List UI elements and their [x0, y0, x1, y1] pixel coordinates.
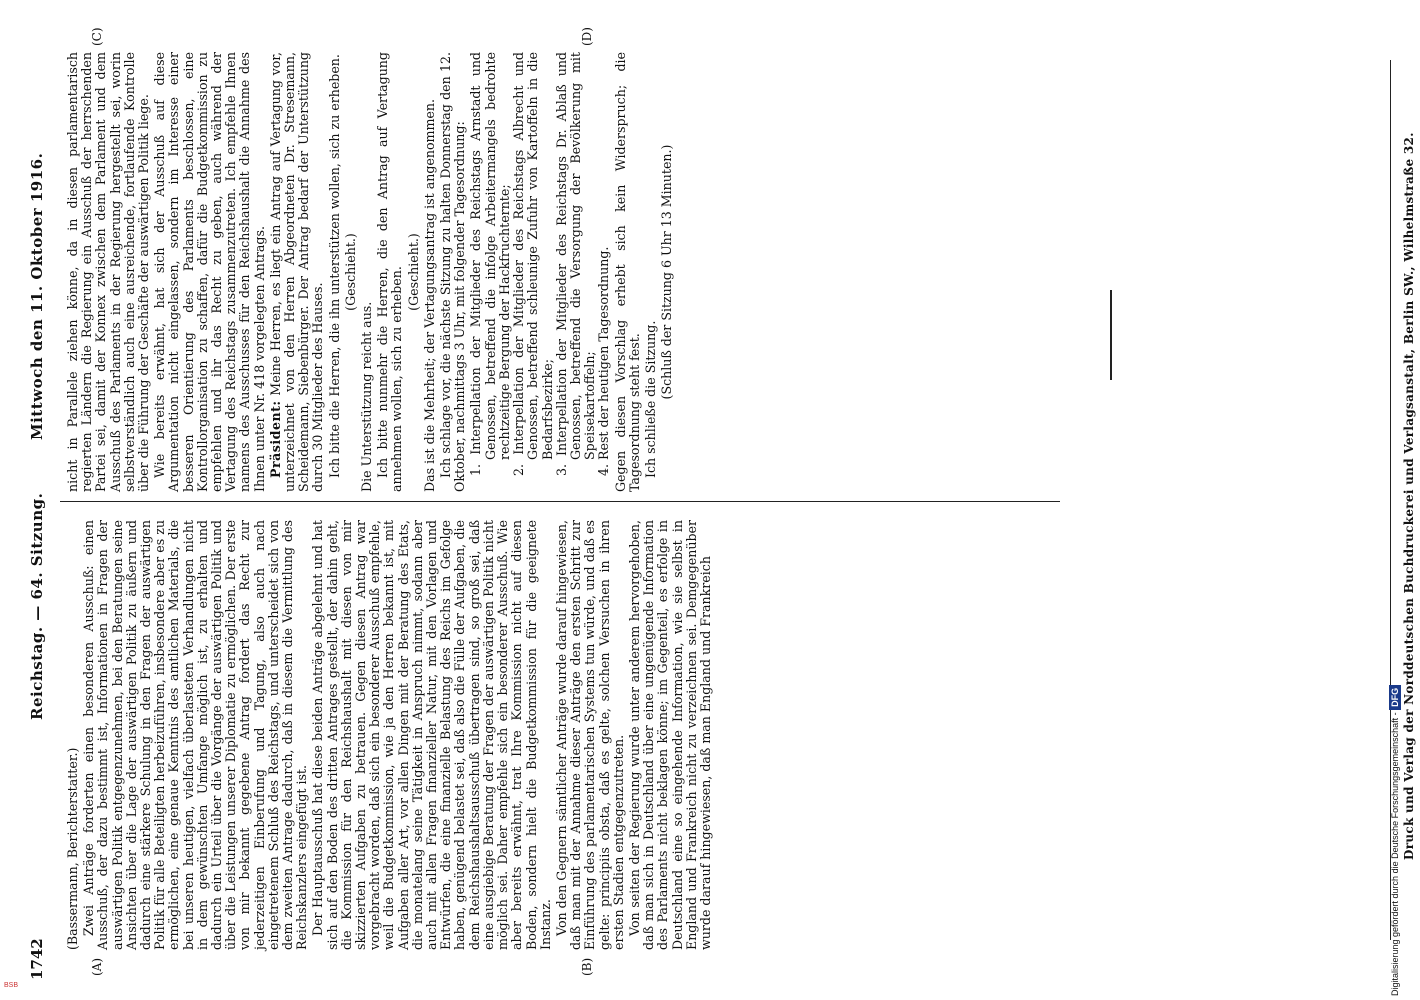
- agenda-item: 1. Interpellation der Mitglieder des Reichstags Arnstadt und Genossen, betreffend die infolge Arbeitermangels bedrohte rechtzeitige Bergung der Hackfruchternte;: [468, 52, 512, 476]
- short-rule: [1110, 290, 1112, 380]
- paragraph: Das ist die Mehrheit; der Vertagungsantrag ist angenommen.: [421, 99, 437, 492]
- paragraph: Von seiten der Regierung wurde unter anderem hervorgehoben, daß man sich in Deutschland über eine ungenügende Information des Parlaments nicht beklagen könne; im Gegenteil, es erfolge in Deutschland eine so eingehende Information, wie sie selbst in England und Frankreich nicht zu verzeichnen sei. Demgegenüber wurde darauf hingewiesen, daß man England und Frankreich: [626, 520, 713, 950]
- agenda-item: 3. Interpellation der Mitglieder des Reichstags Dr. Ablaß und Genossen, betreffend die Versorgung der Bevölkerung mit Speisekartoffeln;: [553, 52, 598, 476]
- column-divider: [60, 501, 1060, 502]
- paragraph: Ich schließe die Sitzung.: [642, 320, 658, 478]
- paragraph: Wie bereits erwähnt, hat sich der Ausschuß auf diese Argumentation nicht eingelassen, sondern im Interesse einer besseren Orientierung des Parlaments beschlossen, eine Kontrollorganisation zu schaffen, dafür die Budgetkommission zu empfehlen und ihr das Recht zu geben, auch während der Vertagung des Reichstags zusammenzutreten. Ich empfehle Ihnen namens des Ausschusses für den Reichshaushalt die Annahme des Ihnen unter Nr. 418 vorgelegten Antrags.: [152, 52, 267, 492]
- paragraph: Von den Gegnern sämtlicher Anträge wurde darauf hingewiesen, daß man mit der Annahme dieser Anträge den ersten Schritt zur Einführung des parlamentarischen Systems tun würde, und daß es gelte: principiis obsta, daß es gelte, solchen Versuchen in ihren ersten Stadien entgegenzutreten.: [553, 520, 626, 950]
- session-end-note: (Schluß der Sitzung 6 Uhr 13 Minuten.): [659, 144, 675, 400]
- running-header: [28, 20, 54, 980]
- stage-direction: (Geschieht.): [405, 233, 421, 311]
- president-text: Meine Herren, es liegt ein Antrag auf Vertagung vor, unterzeichnet von den Herren Abgeordneten Dr. Stresemann, Scheidemann, Siebenbürger. Der Antrag bedarf der Unterstützung durch 30 Mitglieder des Hauses.: [267, 52, 326, 492]
- rotated-document-page: [20, 20, 1420, 980]
- header-title: Reichstag. — 64. Sitzung.: [28, 492, 46, 720]
- paragraph: Ich bitte nunmehr die Herren, die den Antrag auf Vertagung annehmen wollen, sich zu erheben.: [375, 52, 405, 492]
- digitization-text: Digitalisierung gefördert durch die Deutsche Forschungsgemeinschaft -: [1390, 712, 1400, 996]
- printer-imprint: Druck und Verlag der Norddeutschen Buchdruckerei und Verlagsanstalt, Berlin SW., Wilhelmstraße 32.: [1402, 132, 1416, 860]
- dfg-logo: DFG: [1389, 685, 1401, 710]
- agenda-item: 2. Interpellation der Mitglieder des Reichstags Albrecht und Genossen, betreffend schleunige Zufuhr von Kartoffeln in die Bedarfsbezirke;: [511, 52, 555, 476]
- paragraph: Gegen diesen Vorschlag erhebt sich kein Widerspruch; die Tagesordnung steht fest.: [612, 52, 642, 492]
- agenda-item: 4. Rest der heutigen Tagesordnung.: [596, 246, 612, 476]
- speaker-attribution: (Bassermann, Berichterstatter.): [65, 747, 80, 950]
- stage-direction: (Geschieht.): [342, 233, 358, 311]
- paragraph: Der Hauptausschuß hat diese beiden Anträge abgelehnt und hat sich auf den Boden des dritten Antrages gestellt, der dahin geht, die Kommission für den Reichshaushalt mit diesen von mir skizzierten Aufgaben zu betrauen. Gegen diesen Antrag war vorgebracht worden, daß sich ein besonderer Ausschuß empfehle, weil die Budgetkommission, wie ja den Herren bekannt ist, mit Aufgaben aller Art, vor allen Dingen mit der Beratung des Etats, die monatelang seine Tätigkeit in Anspruch nimmt, sodann aber auch mit allen Fragen finanzieller Natur, mit den Vorlagen und Entwürfen, die eine finanzielle Belastung des Reichs im Gefolge haben, genügend belastet sei, daß also die Fülle der Aufgaben, die dem Reichshaushaltsausschuß übertragen sind, so groß sei, daß eine ausgiebige Beratung der Fragen der auswärtigen Politik nicht möglich sei. Daher empfehle sich ein besonderer Ausschuß. Wie aber bereits erwähnt, trat Ihre Kommission nicht auf diesen Boden, sondern hielt die Budgetkommission für die geeignete Instanz.: [310, 520, 553, 950]
- page-number: 1742: [28, 938, 46, 980]
- library-stamp: BSB: [4, 982, 19, 989]
- left-column: [66, 520, 715, 950]
- paragraph: Ich bitte die Herren, die ihn unterstützen wollen, sich zu erheben.: [326, 54, 342, 478]
- paragraph: Ich schlage vor, die nächste Sitzung zu halten Donnerstag den 12. Oktober, nachmittags 3 Uhr, mit folgender Tagesordnung:: [438, 52, 468, 492]
- digitization-credit: [1386, 6, 1404, 996]
- president-label: Präsident:: [267, 400, 283, 478]
- president-statement: [269, 52, 326, 492]
- margin-marker-c: (C): [90, 27, 104, 46]
- paragraph: nicht in Parallele ziehen könne, da in diesen parlamentarisch regierten Ländern die Regierung ein Ausschuß der herrschenden Partei sei, damit der Konnex zwischen dem Parlament und dem Ausschuß des Parlaments in der Regierung hergestellt sei, worin selbstverständlich auch eine ausreichende, fortlaufende Kontrolle über die Führung der Geschäfte der auswärtigen Politik liege.: [65, 52, 152, 492]
- header-date: Mittwoch den 11. Oktober 1916.: [28, 152, 46, 440]
- margin-marker-b: (B): [580, 957, 594, 976]
- margin-marker-d: (D): [580, 27, 594, 46]
- paragraph: Die Unterstützung reicht aus.: [359, 301, 375, 492]
- agenda-list: [469, 52, 611, 476]
- margin-marker-a: (A): [90, 957, 104, 976]
- paragraph: Zwei Anträge forderten einen besonderen Ausschuß: einen Ausschuß, der dazu bestimmt ist, Informationen in Fragen der auswärtigen Politik entgegenzunehmen, bei den Beratungen seine Ansichten über die Lage der auswärtigen Politik zu äußern und dadurch eine stärkere Schulung in den Fragen der auswärtigen Politik für alle Beteiligten herbeizuführen, insbesondere aber es zu ermöglichen, eine genaue Kenntnis des amtlichen Materials, die bei unseren heutigen, vielfach überlasteten Verhandlungen nicht in dem gewünschten Umfange möglich ist, zu erhalten und dadurch ein Urteil über die Vorgänge der auswärtigen Politik und über die Leistungen unserer Diplomatie zu ermöglichen. Der erste von mir bekannt gegebene Antrag fordert das Recht zur jederzeitigen Einberufung und Tagung, also auch nach eingetretenem Schluß des Reichstags, und unterscheidet sich von dem zweiten Antrage dadurch, daß in diesem die Vermittlung des Reichskanzlers eingefügt ist.: [81, 520, 310, 950]
- right-column: [66, 52, 676, 492]
